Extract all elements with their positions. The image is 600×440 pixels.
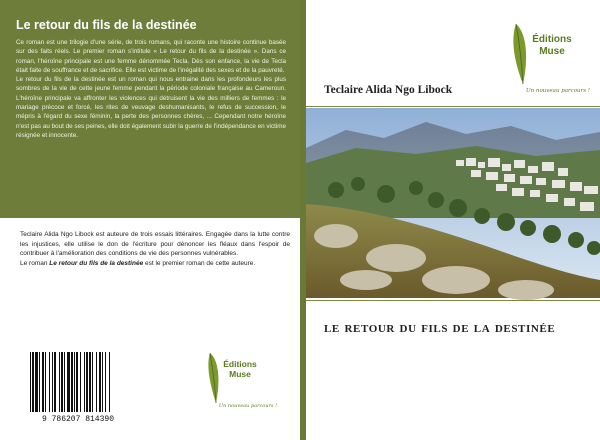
publisher-name-line1: Éditions <box>223 359 257 369</box>
author-bio-book-title: Le retour du fils de la destinée <box>49 259 144 267</box>
blurb-paragraph-1: Ce roman est une trilogie d'une série, de trois romans, qui raconte une histoire continue basée sur des faits réels. Le premier roman s'intitule « Le retour du fils de la destinée ». Dans ce roman, l'héroïne principale est une femme dénommée Tecla. Dès son enfance, la vie de Tecla était faite de souffrance et de sacrifice. Elle est victime de l'inégalité des sexes et de la pauvreté. <box>16 39 286 74</box>
author-bio-note-suffix: est le premier roman de cette auteure. <box>143 259 256 267</box>
cover-rule-bottom <box>306 300 600 301</box>
isbn-barcode <box>26 350 130 424</box>
publisher-name-line2: Muse <box>539 46 565 57</box>
barcode-number: 9 786207 814390 <box>41 415 115 424</box>
publisher-tagline: Un nouveau parcours ! <box>525 88 591 94</box>
author-bio-note <box>20 259 290 269</box>
back-cover-blurb <box>16 38 286 140</box>
author-bio <box>20 230 290 268</box>
blurb-paragraph-2: Le retour du fils de la destinée est un roman qui nous entraine dans les profondeurs les plus sombres de la vie de cette jeune femme pendant la période coloniale française au Cameroun. L'héroïne principale va affronter les violences qui détruisent la vie des milliers de femmes : le mariage précoce et forcé, les rites de veuvage deshumanisants, le refus de succession, le mépris à l'égard du sexe féminin, la perte des personnes chères, ... Cependant notre héroïne n'est pas au bout de ses peines, elle doit également subir la guerre de l'indépendance en victime résignée et innocente. <box>16 76 286 139</box>
publisher-name-line1: Éditions <box>532 34 572 45</box>
publisher-name-line2: Muse <box>229 369 251 379</box>
feather-icon <box>513 24 526 84</box>
front-cover-author: Teclaire Alida Ngo Libock <box>324 84 453 96</box>
cover-photo-landscape <box>306 108 600 298</box>
publisher-logo-front <box>502 18 591 98</box>
front-cover <box>306 0 600 440</box>
author-bio-note-prefix: Le roman <box>20 259 50 267</box>
cover-rule-top <box>306 106 600 107</box>
publisher-tagline: Un nouveau parcours ! <box>218 403 278 409</box>
author-bio-paragraph: Teclaire Alida Ngo Libock est auteure de trois essais littéraires. Engagée dans la lutte contre les injustices, elle utilise le don de l'écriture pour dénoncer les fléaux dans l'espoir de contribuer à l'amélioration des conditions de vie des personnes vulnérables. <box>20 231 290 258</box>
feather-icon <box>208 353 218 403</box>
back-cover-summary-panel <box>0 0 300 218</box>
front-cover-title: le retour du fils de la destinée <box>324 319 556 336</box>
publisher-logo-back <box>200 345 278 415</box>
back-cover-title: Le retour du fils de la destinée <box>16 18 197 32</box>
